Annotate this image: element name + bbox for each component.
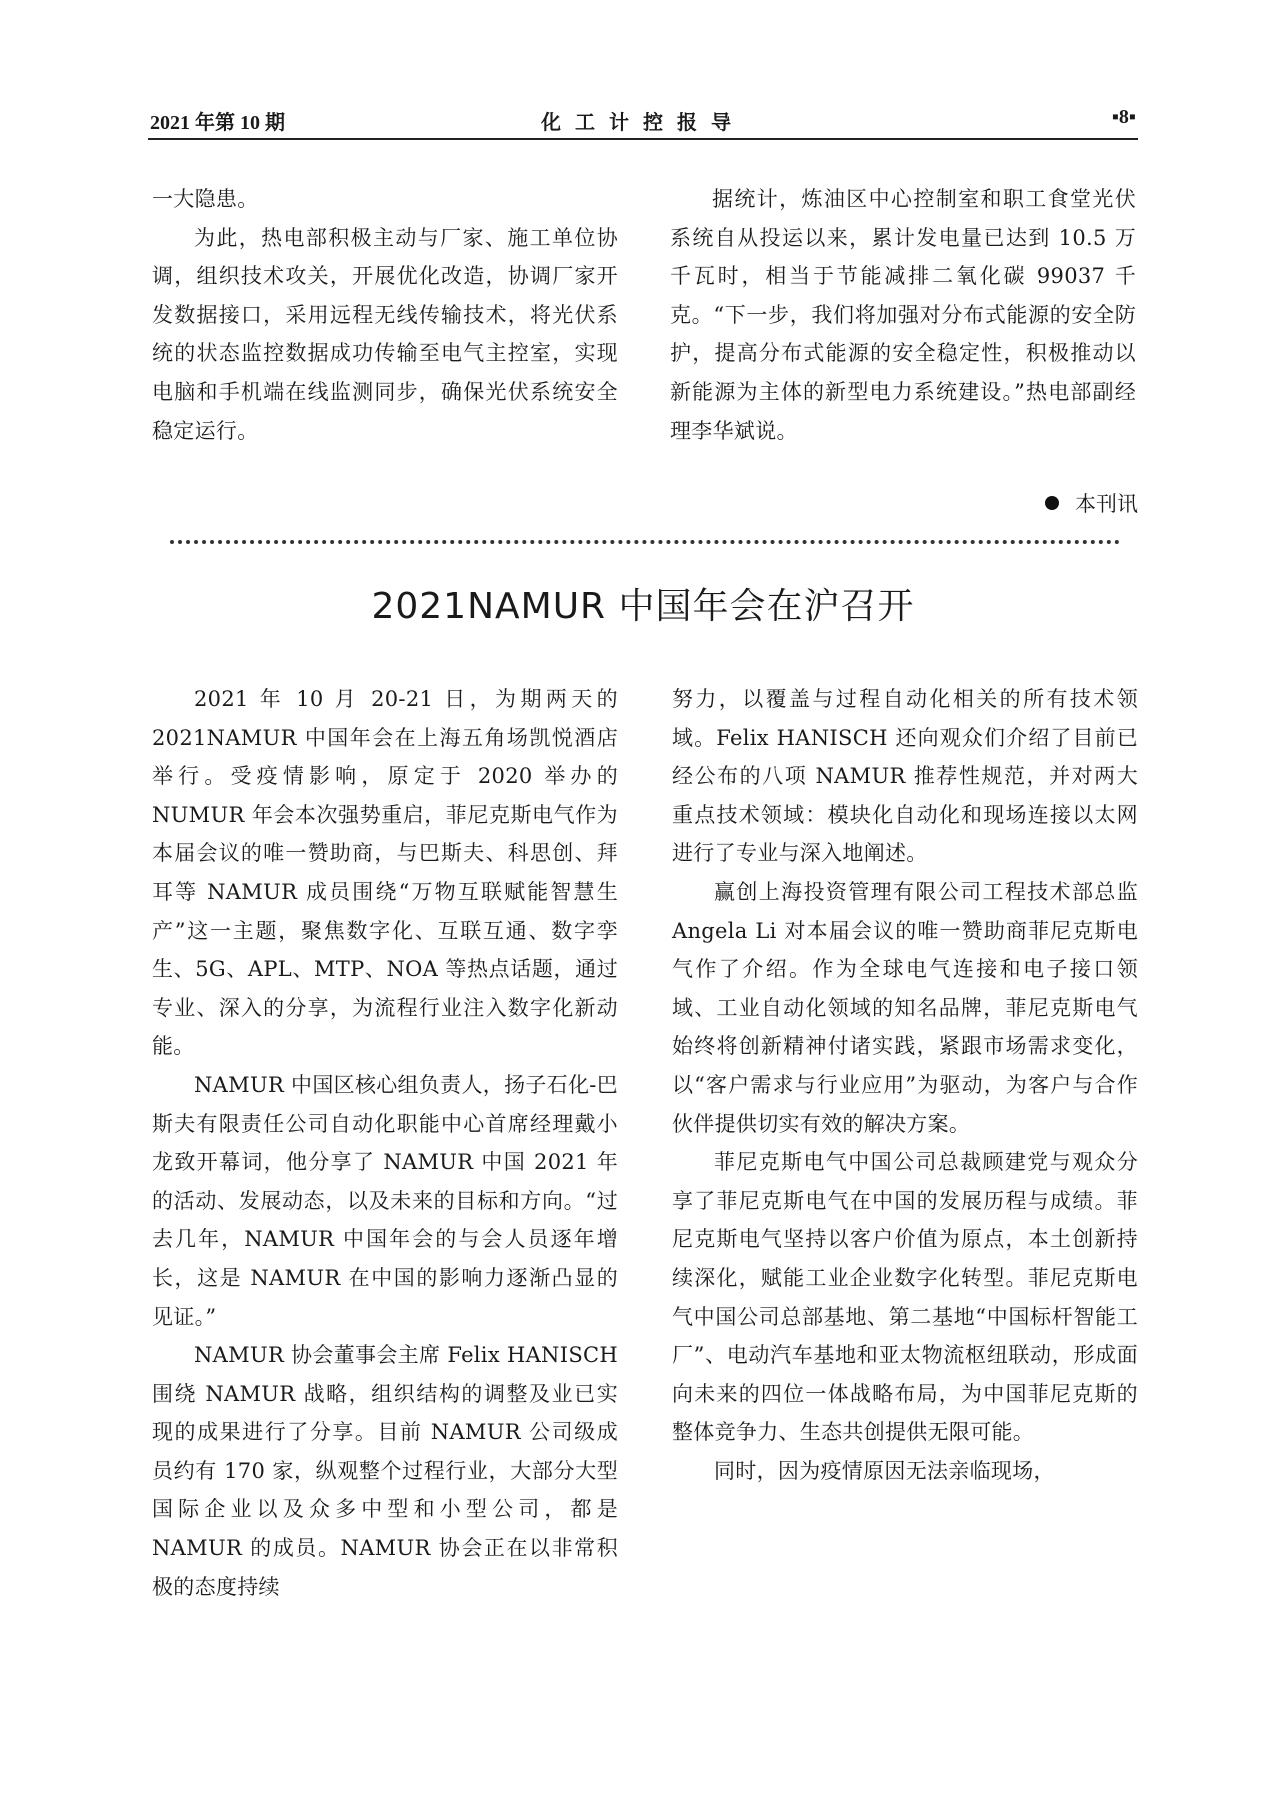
paragraph: NAMUR 中国区核心组负责人，扬子石化-巴斯夫有限责任公司自动化职能中心首席经理戴小龙致开幕词，他分享了 NAMUR 中国 2021 年的活动、发展动态，以及未来的目标和方向。“过去几年，NAMUR 中国年会的与会人员逐年增长，这是 NAMUR 在中国的影响力逐渐凸显的见证。” [152, 1072, 618, 1329]
paragraph: 赢创上海投资管理有限公司工程技术部总监 Angela Li 对本届会议的唯一赞助商菲尼克斯电气作了介绍。作为全球电气连接和电子接口领域、工业自动化领域的知名品牌，菲尼克斯电气始终将创新精神付诸实践，紧跟市场需求变化，以“客户需求与行业应用”为驱动，为客户与合作伙伴提供切实有效的解决方案。 [672, 879, 1138, 1136]
previous-article-right-column [670, 180, 1136, 450]
issue-number: 2021 年第 10 期 [150, 112, 285, 134]
paragraph: 一大隐患。 [152, 187, 259, 211]
source-label: 本刊讯 [1075, 492, 1138, 516]
paragraph: NAMUR 协会董事会主席 Felix HANISCH 围绕 NAMUR 战略，组织结构的调整及业已实现的成果进行了分享。目前 NAMUR 公司级成员约有 170 家，纵观整个过程行业，大部分大型国际企业以及众多中型和小型公司，都是 NAMUR 的成员。NAMUR 协会正在以非常积极的态度持续 [152, 1343, 618, 1599]
journal-name: 化工计控报导 [541, 112, 745, 134]
dotted-divider [170, 540, 1120, 544]
bullet-icon [1045, 496, 1059, 510]
previous-article-left-column [152, 180, 618, 450]
paragraph: 为此，热电部积极主动与厂家、施工单位协调，组织技术攻关，开展优化改造，协调厂家开发数据接口，采用远程无线传输技术，将光伏系统的状态监控数据成功传输至电气主控室，实现电脑和手机端在线监测同步，确保光伏系统安全稳定运行。 [152, 225, 618, 443]
paragraph: 据统计，炼油区中心控制室和职工食堂光伏系统自从投运以来，累计发电量已达到 10.5 万千瓦时，相当于节能减排二氧化碳 99037 千克。“下一步，我们将加强对分布式能源的安全防护，提高分布式能源的安全稳定性，积极推动以新能源为主体的新型电力系统建设。”热电部副经理李华斌说。 [670, 187, 1136, 443]
page-number: ▪8▪ [1111, 106, 1136, 128]
article-right-column [672, 680, 1138, 1490]
paragraph: 菲尼克斯电气中国公司总裁顾建党与观众分享了菲尼克斯电气在中国的发展历程与成绩。菲尼克斯电气坚持以客户价值为原点，本土创新持续深化，赋能工业企业数字化转型。菲尼克斯电气中国公司总部基地、第二基地“中国标杆智能工厂”、电动汽车基地和亚太物流枢纽联动，形成面向未来的四位一体战略布局，为中国菲尼克斯的整体竞争力、生态共创提供无限可能。 [672, 1150, 1138, 1445]
paragraph: 2021 年 10 月 20-21 日，为期两天的 2021NAMUR 中国年会在上海五角场凯悦酒店举行。受疫情影响，原定于 2020 举办的 NUMUR 年会本次强势重启，菲尼克斯电气作为本届会议的唯一赞助商，与巴斯夫、科思创、拜耳等 NAMUR 成员围绕“万物互联赋能智慧生产”这一主题，聚焦数字化、互联互通、数字孪生、5G、APL、MTP、NOA 等热点话题，通过专业、深入的分享，为流程行业注入数字化新动能。 [152, 687, 618, 1059]
article-source [1000, 488, 1138, 518]
page-header [148, 104, 1138, 140]
article-left-column [152, 680, 618, 1606]
paragraph: 努力，以覆盖与过程自动化相关的所有技术领域。Felix HANISCH 还向观众们介绍了目前已经公布的八项 NAMUR 推荐性规范，并对两大重点技术领域：模块化自动化和现场连接以太网进行了专业与深入地阐述。 [672, 687, 1138, 866]
article-title: 2021NAMUR 中国年会在沪召开 [371, 586, 915, 627]
paragraph: 同时，因为疫情原因无法亲临现场， [714, 1458, 1055, 1483]
